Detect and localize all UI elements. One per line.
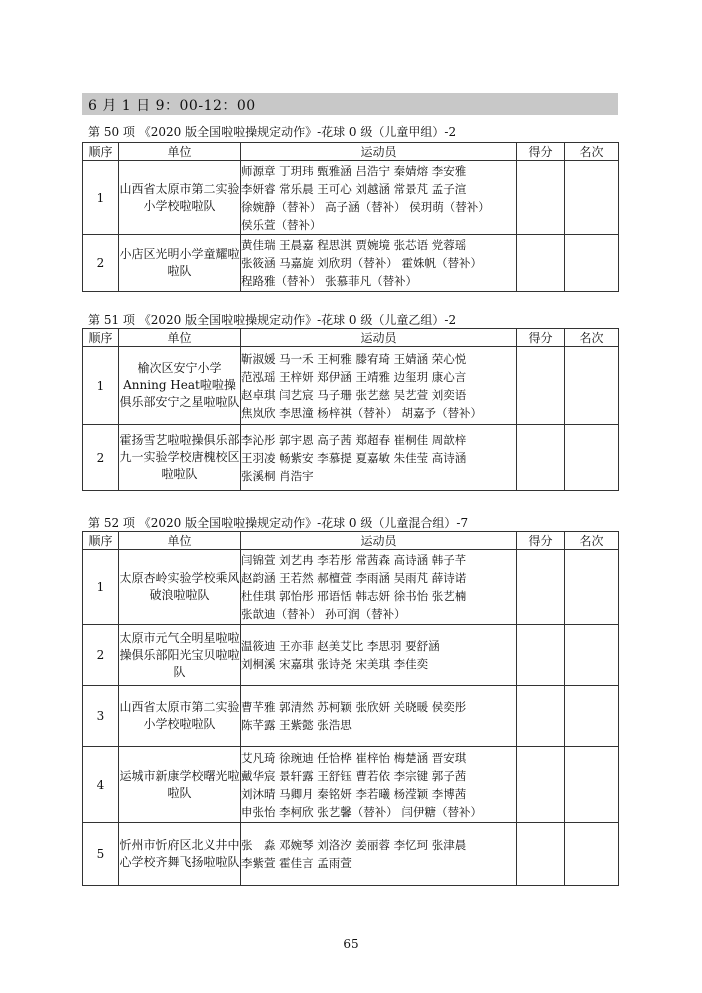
col-num-header: 顺序 — [83, 143, 119, 161]
athlete-line: 李妍睿 常乐晨 王可心 刘越涵 常景芃 孟子渲 — [241, 181, 467, 196]
row-num: 1 — [83, 347, 119, 425]
table-row — [83, 235, 619, 292]
athlete-list — [241, 550, 517, 625]
rank-cell — [565, 747, 619, 823]
row-num: 3 — [83, 686, 119, 747]
score-cell — [517, 823, 565, 886]
event-table — [82, 142, 619, 292]
athlete-line: 焦岚欣 李思潼 杨梓祺（替补） 胡嘉予（替补） — [241, 405, 482, 420]
row-num: 1 — [83, 550, 119, 625]
athlete-line: 赵韵涵 王若然 郝檀萱 李雨涵 吴雨芃 薛诗诺 — [241, 571, 467, 585]
col-unit-header: 单位 — [119, 143, 241, 161]
col-num-header: 顺序 — [83, 329, 119, 347]
rank-cell — [565, 425, 619, 491]
athlete-list — [241, 347, 517, 425]
table-row — [83, 686, 619, 747]
athlete-line: 温筱迪 王亦菲 赵美艾比 李思羽 要舒涵 — [241, 639, 440, 653]
col-rank-header: 名次 — [565, 329, 619, 347]
col-unit-header: 单位 — [119, 532, 241, 550]
athlete-list — [241, 235, 517, 292]
table-header-row — [83, 532, 619, 550]
team-unit: 山西省太原市第二实验小学校啦啦队 — [119, 686, 241, 747]
athlete-line: 师源章 丁玥玮 甄雅涵 吕浩宁 秦婧熔 李安雅 — [241, 163, 467, 178]
athlete-line: 张筱涵 马嘉旋 刘欣玥（替补） 霍姝帆（替补） — [241, 256, 482, 270]
athlete-line: 申张怡 李柯欣 张艺馨（替补） 闫伊糖（替补） — [241, 804, 482, 819]
table-header-row — [83, 143, 619, 161]
rank-cell — [565, 161, 619, 235]
rank-cell — [565, 550, 619, 625]
session-header — [82, 93, 618, 115]
score-cell — [517, 425, 565, 491]
team-unit: 太原市元气全明星啦啦操俱乐部阳光宝贝啦啦队 — [119, 625, 241, 686]
team-unit: 山西省太原市第二实验小学校啦啦队 — [119, 161, 241, 235]
athlete-line: 刘沐晴 马卿月 秦铭妍 李若曦 杨滢颖 李博茜 — [241, 786, 467, 801]
athlete-line: 程路雅（替补） 张慕菲凡（替补） — [241, 274, 418, 288]
athlete-line: 王羽凌 畅紫安 李慕提 夏嘉敏 朱佳莹 高诗涵 — [241, 450, 467, 465]
page-number: 65 — [343, 937, 359, 951]
event-title: 第 50 项 《2020 版全国啦啦操规定动作》-花球 0 级（儿童甲组）-2 — [88, 125, 457, 139]
rank-cell — [565, 347, 619, 425]
team-unit: 运城市新康学校曙光啦啦队 — [119, 747, 241, 823]
event-table — [82, 328, 619, 491]
table-row — [83, 747, 619, 823]
event-title: 第 51 项 《2020 版全国啦啦操规定动作》-花球 0 级（儿童乙组）-2 — [88, 313, 457, 327]
score-cell — [517, 550, 565, 625]
score-cell — [517, 625, 565, 686]
athlete-line: 曹芊雅 郭清然 苏柯颖 张欣妍 关晓暖 侯奕彤 — [241, 700, 467, 714]
table-row — [83, 161, 619, 235]
athlete-list — [241, 747, 517, 823]
athlete-line: 艾凡琦 徐琬迪 任恰桦 崔梓怡 梅楚涵 晋安琪 — [241, 750, 467, 765]
athlete-line: 李紫萱 霍佳言 孟雨萱 — [241, 856, 352, 870]
athlete-line: 张 淼 邓婉琴 刘洛汐 姜丽蓉 李忆珂 张津晨 — [241, 838, 467, 852]
score-cell — [517, 235, 565, 292]
row-num: 1 — [83, 161, 119, 235]
team-unit: 忻州市忻府区北义井中心学校齐舞飞扬啦啦队 — [119, 823, 241, 886]
table-row — [83, 550, 619, 625]
team-unit: 小店区光明小学童耀啦啦队 — [119, 235, 241, 292]
table-row — [83, 425, 619, 491]
athlete-line: 赵卓琪 闫艺宸 马子珊 张艺慈 吴艺萱 刘奕语 — [241, 387, 467, 402]
table-row — [83, 625, 619, 686]
col-rank-header: 名次 — [565, 143, 619, 161]
row-num: 5 — [83, 823, 119, 886]
team-unit: 霍扬雪艺啦啦操俱乐部九一实验学校唐槐校区啦啦队 — [119, 425, 241, 491]
athlete-line: 侯乐萱（替补） — [241, 217, 322, 232]
score-cell — [517, 347, 565, 425]
table-row — [83, 347, 619, 425]
athlete-line: 黄佳瑞 王晨嘉 程思淇 贾婉境 张芯语 党蓉瑶 — [241, 238, 467, 252]
event-table — [82, 531, 619, 886]
col-num-header: 顺序 — [83, 532, 119, 550]
athlete-line: 张溪桐 肖浩宇 — [241, 468, 314, 483]
score-cell — [517, 747, 565, 823]
col-rank-header: 名次 — [565, 532, 619, 550]
athlete-line: 陈芊露 王紫懿 张浩思 — [241, 718, 352, 732]
athlete-list — [241, 161, 517, 235]
rank-cell — [565, 686, 619, 747]
athlete-line: 李沁彤 郭宇恩 高子茜 郑超春 崔桐佳 周歆梓 — [241, 432, 467, 447]
table-header-row — [83, 329, 619, 347]
event-title: 第 52 项 《2020 版全国啦啦操规定动作》-花球 0 级（儿童混合组）-7 — [88, 516, 469, 530]
athlete-line: 靳淑媛 马一禾 王柯雅 滕宥琦 王婧涵 荣心悦 — [241, 351, 467, 366]
col-athletes-header: 运动员 — [241, 329, 517, 347]
col-score-header: 得分 — [517, 143, 565, 161]
row-num: 2 — [83, 235, 119, 292]
row-num: 4 — [83, 747, 119, 823]
rank-cell — [565, 625, 619, 686]
col-score-header: 得分 — [517, 532, 565, 550]
athlete-line: 闫锦萱 刘艺冉 李若彤 常茜森 高诗涵 韩子芊 — [241, 553, 467, 567]
rank-cell — [565, 823, 619, 886]
athlete-line: 戴华宸 景轩露 王舒钰 曹若依 李宗键 郭子茜 — [241, 768, 467, 783]
col-score-header: 得分 — [517, 329, 565, 347]
athlete-list — [241, 686, 517, 747]
table-row — [83, 823, 619, 886]
col-unit-header: 单位 — [119, 329, 241, 347]
team-unit: 太原杏岭实验学校乘风破浪啦啦队 — [119, 550, 241, 625]
score-cell — [517, 161, 565, 235]
col-athletes-header: 运动员 — [241, 143, 517, 161]
athlete-list — [241, 425, 517, 491]
athlete-line: 张歆迪（替补） 孙可润（替补） — [241, 607, 406, 621]
athlete-list — [241, 625, 517, 686]
row-num: 2 — [83, 425, 119, 491]
athlete-list — [241, 823, 517, 886]
col-athletes-header: 运动员 — [241, 532, 517, 550]
team-unit: 榆次区安宁小学Anning Heat啦啦操俱乐部安宁之星啦啦队 — [119, 347, 241, 425]
athlete-line: 徐婉静（替补） 高子涵（替补） 侯玥萌（替补） — [241, 199, 490, 214]
rank-cell — [565, 235, 619, 292]
row-num: 2 — [83, 625, 119, 686]
athlete-line: 刘桐溪 宋嘉琪 张诗尧 宋美琪 李佳奕 — [241, 657, 429, 671]
score-cell — [517, 686, 565, 747]
athlete-line: 杜佳琪 郭怡彤 邢语恬 韩志妍 徐书怡 张艺楠 — [241, 589, 467, 603]
session-time-title: 6 月 1 日 9：00-12：00 — [88, 98, 256, 114]
athlete-line: 范泓瑶 王梓妍 郑伊涵 王靖雅 边玺玥 康心言 — [241, 369, 467, 384]
